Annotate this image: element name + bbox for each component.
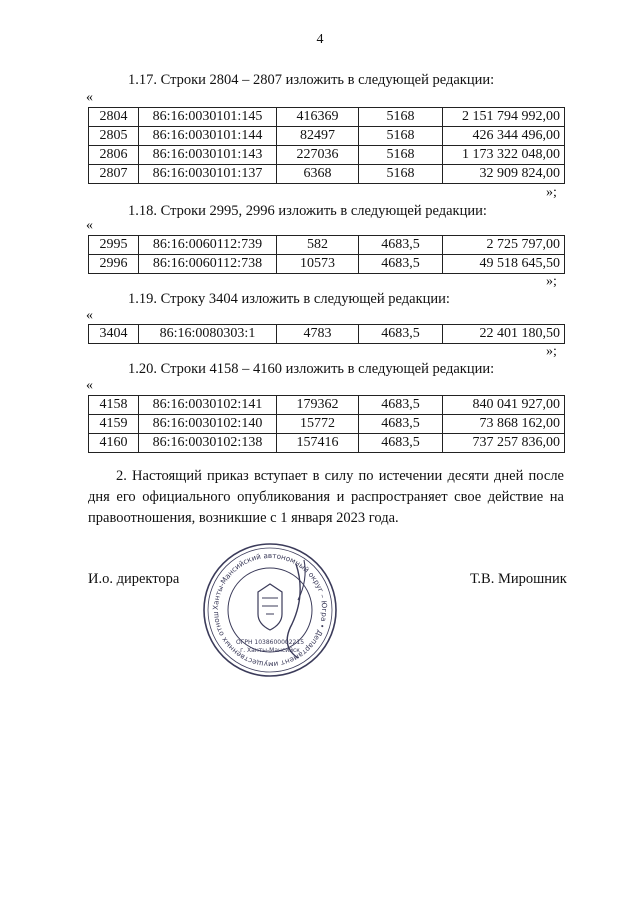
cadastral-number-cell: 86:16:0030101:144 — [139, 127, 277, 146]
table-row — [89, 165, 565, 184]
value-cell: 2 725 797,00 — [443, 236, 565, 255]
table-row — [89, 396, 565, 415]
value-cell: 73 868 162,00 — [443, 415, 565, 434]
area-cell: 15772 — [277, 415, 359, 434]
section-heading-1-17: 1.17. Строки 2804 – 2807 изложить в следующей редакции: — [128, 72, 495, 88]
area-cell: 10573 — [277, 255, 359, 274]
table-row — [89, 255, 565, 274]
value-cell: 840 041 927,00 — [443, 396, 565, 415]
rate-cell: 5168 — [359, 108, 443, 127]
page-number: 4 — [316, 32, 324, 47]
open-quote: « — [86, 308, 93, 323]
area-cell: 4783 — [277, 325, 359, 344]
signer-position: И.о. директора — [88, 571, 180, 587]
value-cell: 2 151 794 992,00 — [443, 108, 565, 127]
seal-ring-text: Ханты-Мансийский автономный округ – Югра • Департамент имущественных отнош — [210, 550, 330, 670]
area-cell: 582 — [277, 236, 359, 255]
paragraph-text: 2. Настоящий приказ вступает в силу по истечении десяти дней после дня его официального опубликования и распространяет свое действие на правоотношения, возникшие с 1 января 2023 года. — [88, 468, 564, 526]
cadastral-number-cell: 86:16:0030102:141 — [139, 396, 277, 415]
cadastral-number-cell: 86:16:0030102:140 — [139, 415, 277, 434]
section-heading-1-19: 1.19. Строку 3404 изложить в следующей редакции: — [128, 291, 450, 307]
rate-cell: 4683,5 — [359, 396, 443, 415]
cadastral-number-cell: 86:16:0030101:145 — [139, 108, 277, 127]
rate-cell: 5168 — [359, 165, 443, 184]
row-number-cell: 2807 — [89, 165, 139, 184]
cadastral-number-cell: 86:16:0030101:137 — [139, 165, 277, 184]
row-number-cell: 4160 — [89, 434, 139, 453]
seal-graphic — [200, 540, 340, 680]
area-cell: 82497 — [277, 127, 359, 146]
row-number-cell: 4159 — [89, 415, 139, 434]
rate-cell: 4683,5 — [359, 255, 443, 274]
close-quote: »; — [546, 344, 557, 359]
signer-name: Т.В. Мирошник — [470, 571, 567, 587]
row-number-cell: 3404 — [89, 325, 139, 344]
cadastral-number-cell: 86:16:0080303:1 — [139, 325, 277, 344]
area-cell: 416369 — [277, 108, 359, 127]
open-quote: « — [86, 378, 93, 393]
rate-cell: 4683,5 — [359, 236, 443, 255]
open-quote: « — [86, 218, 93, 233]
table-row — [89, 236, 565, 255]
value-cell: 737 257 836,00 — [443, 434, 565, 453]
table-row — [89, 415, 565, 434]
area-cell: 227036 — [277, 146, 359, 165]
table-row — [89, 434, 565, 453]
seal-registration-text: ОГРН 1038600002215 — [235, 639, 305, 646]
section-heading-1-20: 1.20. Строки 4158 – 4160 изложить в следующей редакции: — [128, 361, 495, 377]
row-number-cell: 2995 — [89, 236, 139, 255]
row-number-cell: 2804 — [89, 108, 139, 127]
value-cell: 49 518 645,50 — [443, 255, 565, 274]
section-heading-1-18: 1.18. Строки 2995, 2996 изложить в следующей редакции: — [128, 203, 487, 219]
row-number-cell: 2806 — [89, 146, 139, 165]
table-row — [89, 127, 565, 146]
table-rows-2804-2807 — [88, 107, 565, 184]
area-cell: 179362 — [277, 396, 359, 415]
cadastral-number-cell: 86:16:0060112:738 — [139, 255, 277, 274]
seal-city-text: г. Ханты-Мансийск — [240, 647, 300, 654]
area-cell: 6368 — [277, 165, 359, 184]
effective-date-paragraph — [88, 466, 564, 529]
cadastral-number-cell: 86:16:0030102:138 — [139, 434, 277, 453]
cadastral-number-cell: 86:16:0030101:143 — [139, 146, 277, 165]
value-cell: 32 909 824,00 — [443, 165, 565, 184]
close-quote: »; — [546, 185, 557, 200]
row-number-cell: 4158 — [89, 396, 139, 415]
row-number-cell: 2996 — [89, 255, 139, 274]
table-row-3404 — [88, 324, 565, 344]
official-seal-stamp — [200, 540, 340, 680]
rate-cell: 4683,5 — [359, 434, 443, 453]
open-quote: « — [86, 90, 93, 105]
value-cell: 1 173 322 048,00 — [443, 146, 565, 165]
rate-cell: 4683,5 — [359, 325, 443, 344]
table-row — [89, 325, 565, 344]
row-number-cell: 2805 — [89, 127, 139, 146]
value-cell: 22 401 180,50 — [443, 325, 565, 344]
rate-cell: 5168 — [359, 146, 443, 165]
rate-cell: 5168 — [359, 127, 443, 146]
table-rows-2995-2996 — [88, 235, 565, 274]
area-cell: 157416 — [277, 434, 359, 453]
value-cell: 426 344 496,00 — [443, 127, 565, 146]
rate-cell: 4683,5 — [359, 415, 443, 434]
table-row — [89, 146, 565, 165]
cadastral-number-cell: 86:16:0060112:739 — [139, 236, 277, 255]
table-row — [89, 108, 565, 127]
table-rows-4158-4160 — [88, 395, 565, 453]
close-quote: »; — [546, 274, 557, 289]
